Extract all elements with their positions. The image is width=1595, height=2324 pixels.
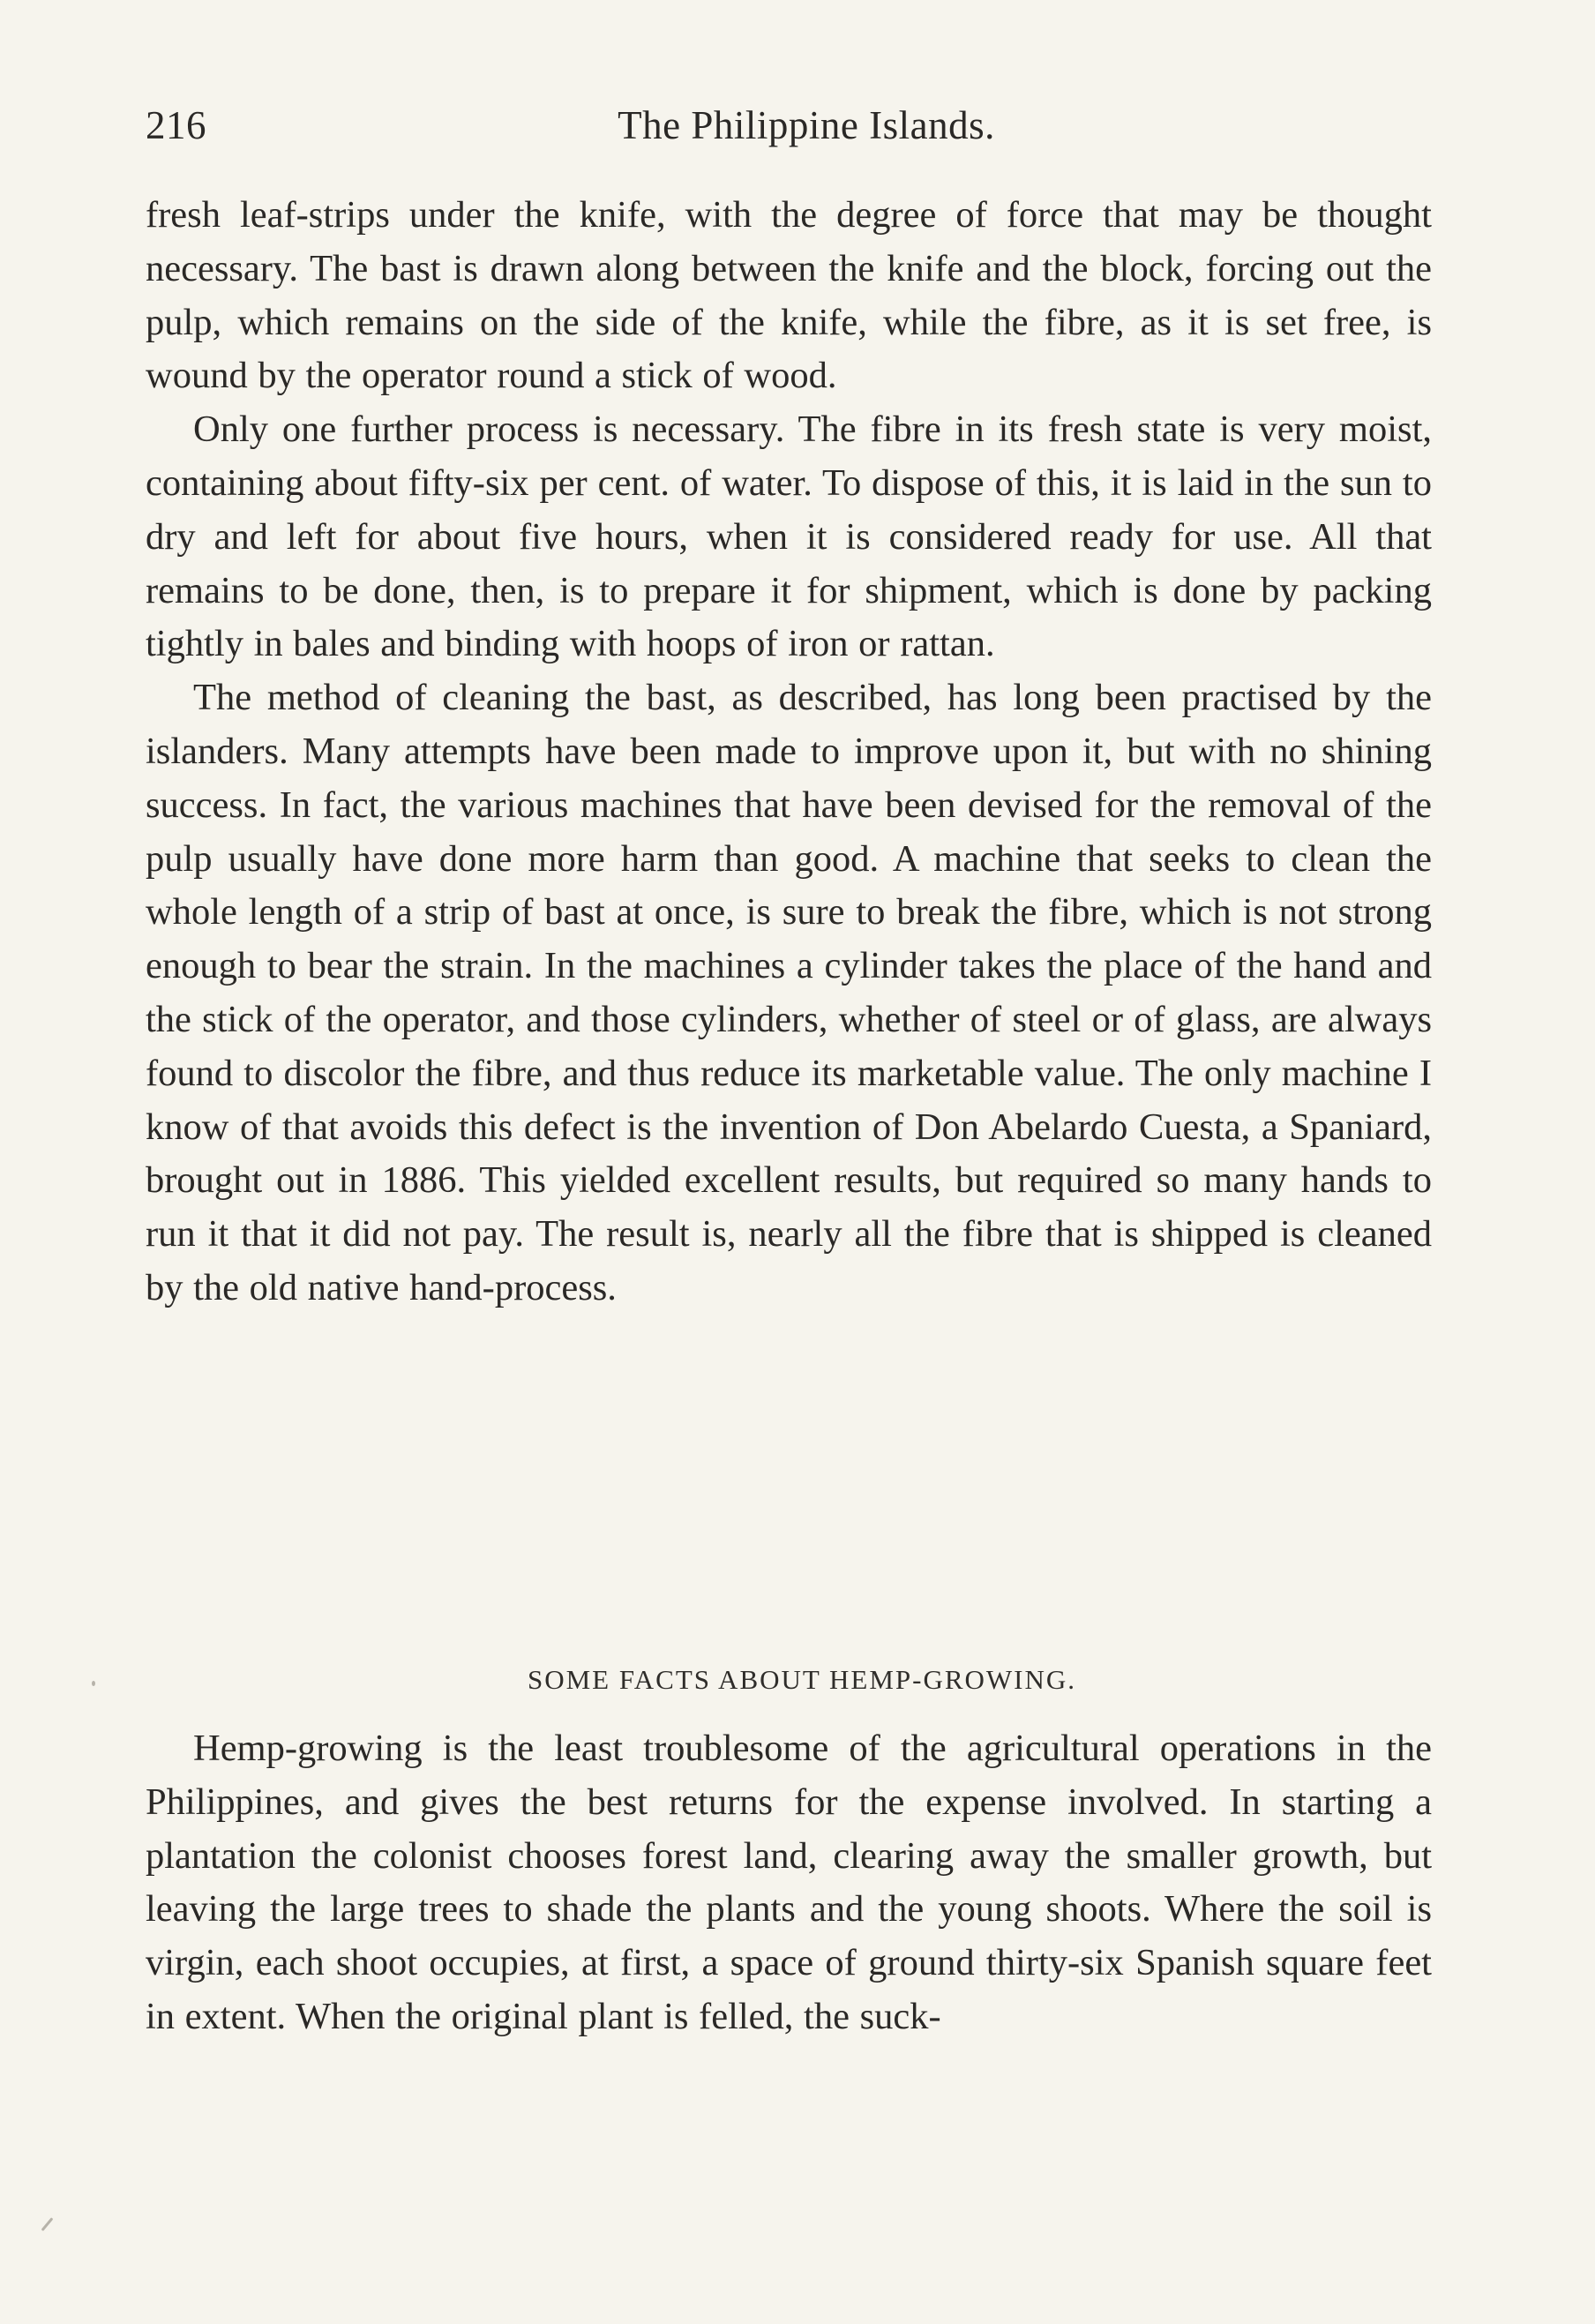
paragraph-1: fresh leaf-strips under the knife, with the degree of force that may be thought necessary. The bast is drawn along between the knife and the block, forcing out the pulp, which remains on the side of the knife, while the fibre, as it is set free, is wound by the operator round a stick of wood. (146, 194, 1432, 397)
running-title: The Philippine Islands. (618, 103, 995, 147)
running-head (146, 99, 1432, 152)
paragraph-2: Only one further process is necessary. The fibre in its fresh state is very moist, containing about fifty-six per cent. of water. To dispose of this, it is laid in the sun to dry and left for about five hours, when it is considered ready for use. All that remains to be done, then, is to prepare it for shipment, which is done by packing tightly in bales and binding with hoops of iron or rattan. (146, 409, 1432, 665)
paper-speck (92, 1681, 95, 1686)
paragraph-3: The method of cleaning the bast, as described, has long been practised by the islanders. Many attempts have been made to improve upon it, but with no shining success. In fact, the various machines that have been devised for the removal of the pulp usually have done more harm than good. A machine that seeks to clean the whole length of a strip of bast at once, is sure to break the fibre, which is not strong enough to bear the strain. In the machines a cylinder takes the place of the hand and the stick of the operator, and those cylinders, whether of steel or of glass, are always found to discolor the fibre, and thus reduce its marketable value. The only machine I know of that avoids this defect is the invention of Don Abelardo Cuesta, a Spaniard, brought out in 1886. This yielded excellent results, but required so many hands to run it that it did not pay. The result is, nearly all the fibre that is shipped is cleaned by the old native hand-process. (146, 677, 1432, 1308)
page-number: 216 (146, 103, 206, 147)
section-heading: SOME FACTS ABOUT HEMP-GROWING. (527, 1664, 1077, 1695)
paper-mark (41, 2217, 54, 2231)
section-text (146, 1722, 1432, 2044)
section-paragraph-1: Hemp-growing is the least troublesome of the agricultural operations in the Philippines, and gives the best returns for the expense involved. In starting a plantation the colonist chooses forest land, clearing away the smaller growth, but leaving the large trees to shade the plants and the young shoots. Where the soil is virgin, each shoot occupies, at first, a space of ground thirty-six Spanish square feet in extent. When the original plant is felled, the suck- (146, 1728, 1432, 2037)
body-text (146, 189, 1432, 1316)
